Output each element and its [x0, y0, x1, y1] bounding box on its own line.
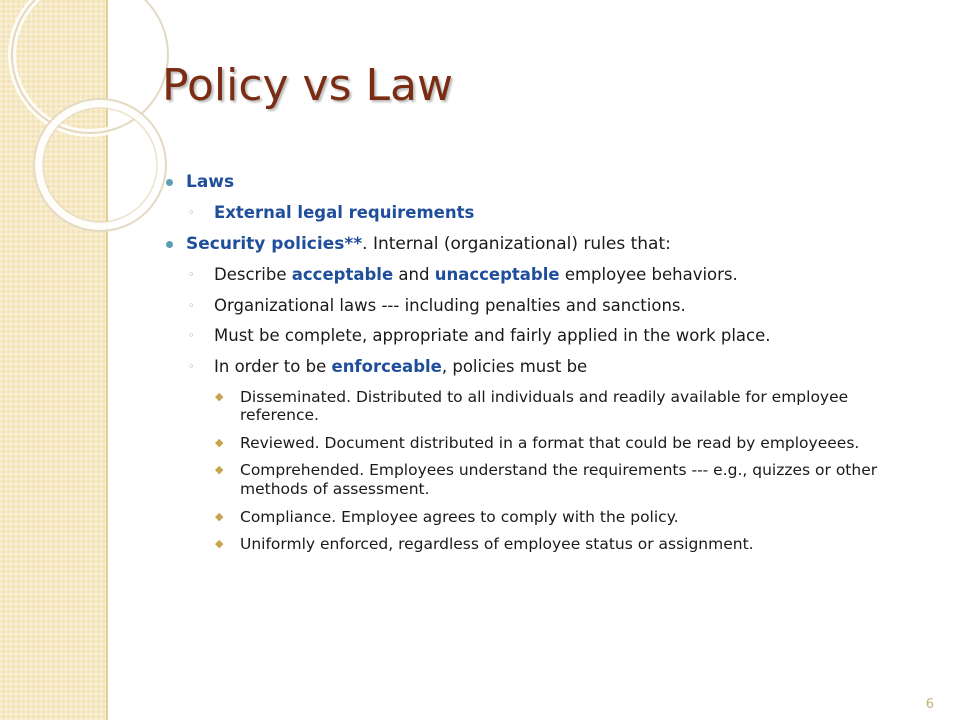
small-diamond-bullet-icon: ◆ — [215, 435, 224, 449]
text-run: In order to be — [214, 357, 332, 376]
bullet-item-level3 — [162, 434, 922, 453]
bullet-list — [162, 172, 922, 563]
text-run: Reviewed. Document distributed in a format that could be read by employeees. — [240, 433, 860, 452]
filled-circle-bullet-icon — [166, 179, 173, 186]
text-run: and — [393, 265, 435, 285]
emphasis-text: Security policies** — [186, 233, 363, 254]
bullet-text — [240, 388, 848, 425]
text-run: , policies must be — [441, 357, 588, 376]
text-run: Must be complete, appropriate and fairly applied in the work place. — [214, 326, 771, 346]
text-run: . Internal (organizational) rules that: — [362, 233, 671, 254]
page-number: 6 — [925, 697, 934, 712]
slide-title: Policy vs Law — [162, 60, 453, 111]
bullet-item-level3 — [162, 535, 922, 554]
emphasis-text: acceptable — [291, 265, 394, 285]
bullet-text — [214, 265, 738, 284]
bullet-item-level2 — [162, 265, 922, 286]
text-run: Uniformly enforced, regardless of employee status or assignment. — [240, 535, 754, 554]
emphasis-text: unacceptable — [434, 265, 560, 285]
filled-circle-bullet-icon — [166, 241, 173, 248]
small-diamond-bullet-icon: ◆ — [215, 509, 224, 523]
text-run: Describe — [214, 265, 292, 285]
bullet-text — [214, 326, 771, 345]
bullet-text — [186, 234, 671, 254]
bullet-text — [240, 434, 859, 452]
hollow-circle-bullet-icon: ◦ — [188, 268, 195, 282]
small-diamond-bullet-icon: ◆ — [215, 463, 224, 477]
bullet-item-level2 — [162, 203, 922, 224]
text-run: Organizational laws --- including penalties and sanctions. — [214, 295, 686, 315]
bullet-item-level3 — [162, 461, 922, 498]
bullet-text — [240, 461, 877, 498]
hollow-circle-bullet-icon: ◦ — [188, 360, 195, 373]
bullet-item-level1 — [162, 172, 922, 193]
bullet-item-level2 — [162, 296, 922, 317]
hollow-circle-bullet-icon: ◦ — [188, 206, 195, 220]
text-run: Compliance. Employee agrees to comply with the policy. — [240, 507, 679, 526]
bullet-text — [240, 508, 679, 526]
bullet-text — [214, 296, 686, 315]
bullet-text — [240, 535, 754, 553]
bullet-item-level2 — [162, 326, 922, 347]
bullet-item-level1 — [162, 234, 922, 255]
hollow-circle-bullet-icon: ◦ — [188, 329, 195, 343]
emphasis-text: Laws — [186, 172, 235, 192]
text-run: Disseminated. Distributed to all individuals and readily available for employee reference. — [240, 387, 849, 425]
emphasis-text: enforceable — [331, 357, 442, 376]
hollow-circle-bullet-icon: ◦ — [188, 298, 195, 312]
text-run: Comprehended. Employees understand the requirements --- e.g., quizzes or other methods of assessment. — [240, 461, 878, 498]
bullet-text — [214, 203, 474, 222]
small-diamond-bullet-icon: ◆ — [215, 537, 224, 551]
bullet-text — [186, 172, 234, 192]
bullet-text — [214, 357, 587, 376]
small-diamond-bullet-icon: ◆ — [215, 389, 224, 403]
text-run: employee behaviors. — [559, 265, 738, 285]
bullet-item-level2 — [162, 357, 922, 378]
bullet-item-level3 — [162, 508, 922, 527]
bullet-item-level3 — [162, 388, 922, 425]
emphasis-text: External legal requirements — [214, 203, 475, 223]
